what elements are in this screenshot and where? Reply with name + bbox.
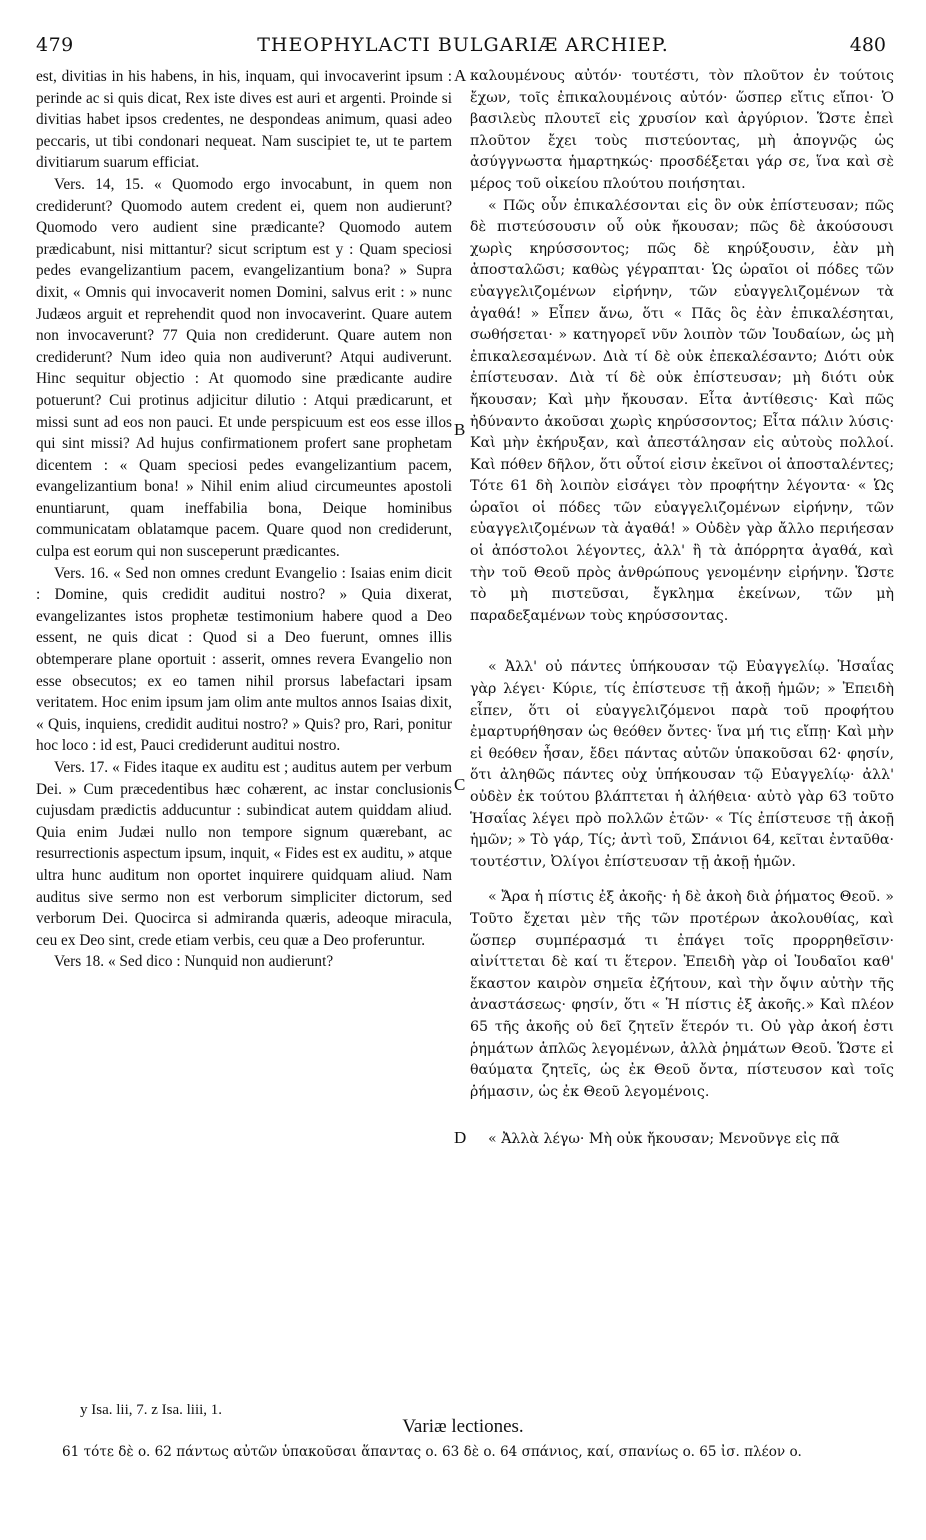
page-header [0, 30, 926, 64]
greek-paragraph: « Πῶς οὖν ἐπικαλέσονται εἰς ὃν οὐκ ἐπίστευσαν; πῶς δὲ πιστεύσουσιν οὗ οὐκ ἤκουσαν; πῶς δὲ ἀκούσουσι χωρὶς κηρύσσοντος; πῶς δὲ κηρύξουσιν, ἐὰν μὴ ἀποσταλῶσι; καθὼς γέγραπται· Ὡς ὡραῖοι οἱ πόδες τῶν εὐαγγελιζομένων εἰρήνην, τῶν εὐαγγελιζομένων τὰ ἀγαθά! » Εἶπεν ἄνω, ὅτι « Πᾶς ὃς ἐὰν ἐπικαλέσηται, σωθήσεται· » κατηγορεῖ νῦν λοιπὸν τῶν Ἰουδαίων, ὡς μὴ ἐπικαλεσαμένων. Διὰ τί δὲ οὐκ ἐπεκαλέσαντο; Διότι οὐκ ἐπίστευσαν. Διὰ τί δὲ οὐκ ἐπίστευσαν; μὴ διότι οὐκ ἤκουσαν; Καὶ μὴν ἤκουσαν. Εἶτα ἀντίθεσις· Καὶ πῶς ἠδύναντο ἀκοῦσαι χωρὶς κηρύσσοντος; Εἶτα πάλιν λύσις· Καὶ μὴν ἐκήρυξαν, καὶ ἀπεστάλησαν εἰς αὐτοὺς πολλοί. Καὶ πόθεν δῆλον, ὅτι οὗτοί εἰσιν ἐκεῖνοι οἱ ἀποσταλέντες; Τότε 61 δὴ λοιπὸν εἰσάγει τὸν προφήτην λέγοντα· « Ὡς ὡραῖοι οἱ πόδες τῶν εὐαγγελιζομένων εἰρήνην, τῶν εὐαγγελιζομένων τὰ ἀγαθά! » Οὐδὲν γὰρ ἄλλο περιήεσαν οἱ ἀπόστολοι λέγοντες, ἀλλ' ἢ τὰ ἀπόρρητα ἀγαθά, καὶ τὴν τοῦ Θεοῦ πρὸς ἀνθρώπους γενομένην εἰρήνην. Ὥστε τὸ μὴ πιστεῦσαι, ἔγκλημα ἐκείνων, τῶν μὴ παραδεξαμένων τοὺς κηρύσσοντας. [470, 197, 894, 624]
variae-lectiones-heading: Variæ lectiones. [402, 1416, 524, 1437]
page-number-right: 480 [849, 34, 886, 56]
greek-paragraph: « Ἀλλ' οὐ πάντες ὑπήκουσαν τῷ Εὐαγγελίῳ. Ἡσαΐας γὰρ λέγει· Κύριε, τίς ἐπίστευσε τῇ ἀκοῇ ἡμῶν; » Ἐπειδὴ εἶπεν, ὅτι οἱ εὐαγγελιζόμενοι παρὰ τοῦ προφήτου ἐμαρτυρήθησαν ὡς θεόθεν ὄντες· ἵνα μή τις εἴπῃ· Καὶ μὴν εἰ θεόθεν ἦσαν, ἔδει πάντας αὐτῶν ὑπακοῦσαι 62· φησίν, ὅτι ἀληθῶς πάντες οὐχ ὑπήκουσαν τῷ Εὐαγγελίῳ· ἀλλ' οὐδὲν ἐκ τούτου βλάπτεται ἡ ἀλήθεια· αὐτὸ γὰρ 63 τοῦτο Ἡσαΐας λέγει πρὸ πολλῶν ἐτῶν· « Τίς ἐπίστευσε τῇ ἀκοῇ ἡμῶν; » Τὸ γάρ, Τίς; ἀντὶ τοῦ, Σπάνιοι 64, κεῖται ἐνταῦθα· τουτέστιν, Ὀλίγοι ἐπίστευσαν τῇ ἀκοῇ ἡμῶν. [470, 659, 894, 870]
running-title: THEOPHYLACTI BULGARIÆ ARCHIEP. [257, 34, 669, 56]
variae-lectiones-notes: 61 τότε δὲ o. 62 πάντως αὐτῶν ὑπακοῦσαι ἅπαντας o. 63 δὲ o. 64 σπάνιος, καί, σπανίως o. 65 ἰσ. πλέον o. [62, 1444, 802, 1460]
page-number-left: 479 [36, 34, 74, 56]
latin-paragraph: est, divitias in his habens, in his, inquam, qui invocaverint ipsum : perinde ac si quis dicat, Rex iste dives est auri et argenti. Proinde si divitias habet ipsos credentes, ne despondeas animum, quasi adeo peccaris, ut tibi condonari nequeat. Nam suscipiet te, ut te partem divitiarum suarum efficiat. [36, 68, 452, 172]
latin-paragraph: Vers. 17. « Fides itaque ex auditu est ; auditus autem per verbum Dei. » Cum præcedentibus hæc cohærent, ac instar conclusionis cujusdam prædictis adducuntur : subindicat autem quiddam aliud. Quia enim Judæi nullo non tempore signum quærebant, ac resurrectionis aspectum ipsum, inquit, « Fides est ex auditu, » atque ultra hunc auditum non oportet inquirere quidquam aliud. Nam auditus sive sermo non est verborum simpliciter dictorum, sed verborum Dei. Quocirca si admiranda quæris, adeoque miracula, ceu ex Deo sint, crede etiam verbis, ceu quæ a Deo proferuntur. [36, 759, 452, 949]
greek-paragraph: « Ἄρα ἡ πίστις ἐξ ἀκοῆς· ἡ δὲ ἀκοὴ διὰ ῥήματος Θεοῦ. » Τοῦτο ἔχεται μὲν τῆς τῶν προτέρων ἀκολουθίας, καὶ ὥσπερ συμπέρασμά τι ἐπάγει τοῖς προρρηθεῖσιν· αἰνίττεται δὲ καί τι ἕτερον. Ἐπειδὴ γὰρ οἱ Ἰουδαῖοι καθ' ἕκαστον καιρὸν σημεῖα ἐζήτουν, καὶ τὴν ὄψιν αὐτὴν τῆς ἀναστάσεως· φησίν, ὅτι « Ἡ πίστις ἐξ ἀκοῆς.» Καὶ πλέον 65 τῆς ἀκοῆς οὐ δεῖ ζητεῖν ἕτερόν τι. Οὐ γὰρ ἀκοή ἐστι ῥημάτων ἁπλῶς λεγομένων, ἀλλὰ ῥημάτων Θεοῦ. Ὥστε εἰ θαύματα ζητεῖς, ὡς ἐκ Θεοῦ ὄντα, πίστευσον καὶ τοῖς ῥήμασιν, ὡς ἐκ Θεοῦ λεγομένοις. [470, 889, 894, 1100]
latin-paragraph: Vers 18. « Sed dico : Nunquid non audierunt? [54, 953, 334, 971]
greek-paragraph: καλουμένους αὐτόν· τουτέστι, τὸν πλοῦτον ἐν τούτοις ἔχων, τοῖς ἐπικαλουμένοις αὐτόν· ὥσπερ εἴτις εἴποι· Ὁ βασιλεὺς πλουτεῖ εἰς χρυσίον καὶ ἀργύριον. Ὥστε ἐπεὶ πλοῦτον ἔχει τοὺς πιστεύοντας, μὴ ἀπογνῷς ὡς ἀσύγγνωστα ἡμαρτηκώς· προσδέξεται γάρ σε, ἵνα καὶ σὲ μέρος τοῦ οἰκείου πλούτου ποιήσηται. [470, 68, 894, 192]
greek-paragraph: « Ἀλλὰ λέγω· Μὴ οὐκ ἤκουσαν; Μενοῦνγε εἰς πᾶ [488, 1131, 840, 1148]
section-marker-a: A [454, 66, 467, 85]
section-marker-c: C [454, 775, 466, 794]
latin-paragraph: Vers. 16. « Sed non omnes credunt Evangelio : Isaias enim dicit : Domine, quis credidit auditui nostro? » Quia dixerat, evangelizantes istos prophetæ testimonium habere quod a Deo essent, ne quis dicat : Quod si a Deo fuerunt, omnes illis obtemperare plane oportuit : asserit, omnes revera Evangelio non esse obsecutos; ex eo tamen nihil prorsus labefactari ipsam veritatem. Hoc enim ipsum jam olim ante multos annos Isaias dixit, « Quis, inquiens, credidit auditui nostro? » Quis? pro, Rari, ponitur hoc loco : id est, Pauci crediderunt auditui nostro. [36, 564, 452, 755]
greek-column [470, 66, 894, 1151]
latin-column [36, 66, 452, 973]
scripture-references: y Isa. lii, 7. z Isa. liii, 1. [80, 1402, 223, 1418]
section-marker-d: D [454, 1128, 467, 1147]
section-marker-b: B [454, 420, 466, 439]
latin-paragraph: Vers. 14, 15. « Quomodo ergo invocabunt, in quem non crediderunt? Quomodo autem credent ei, quem non audierunt? Quomodo vero audient sine prædicante? Quomodo autem prædicabunt, nisi mittantur? sicut scriptum est y : Quam speciosi pedes evangelizantium pacem, evangelizantium bona? » Supra dixit, « Omnis qui invocaverit nomen Domini, salvus erit : » nunc Judæos arguit et reprehendit quod non invocaverint. Quare autem non invocaverunt? 77 Quia non crediderunt. Quare autem non crediderunt? Num ideo quia non audiverunt? Atqui audiverunt. Hinc sequitur objectio : At quomodo sine prædicante audire potuerunt? Cui protinus adjicitur dilutio : Atqui prædicarunt, et missi sunt ad eos non pauci. Et unde perspicuum est eos esse illos qui sint missi? Ad hujus confirmationem profert sane prophetam dicentem : « Quam speciosi pedes evangelizantium pacem, evangelizantium bona! » Nihil enim aliud circumeuntes apostoli enuntiarunt, quam ineffabilia bona, Deique hominibus communicatam oblatamque pacem. Quare quod non crediderunt, culpa est eorum qui non susceperunt prædicantes. [36, 175, 452, 561]
